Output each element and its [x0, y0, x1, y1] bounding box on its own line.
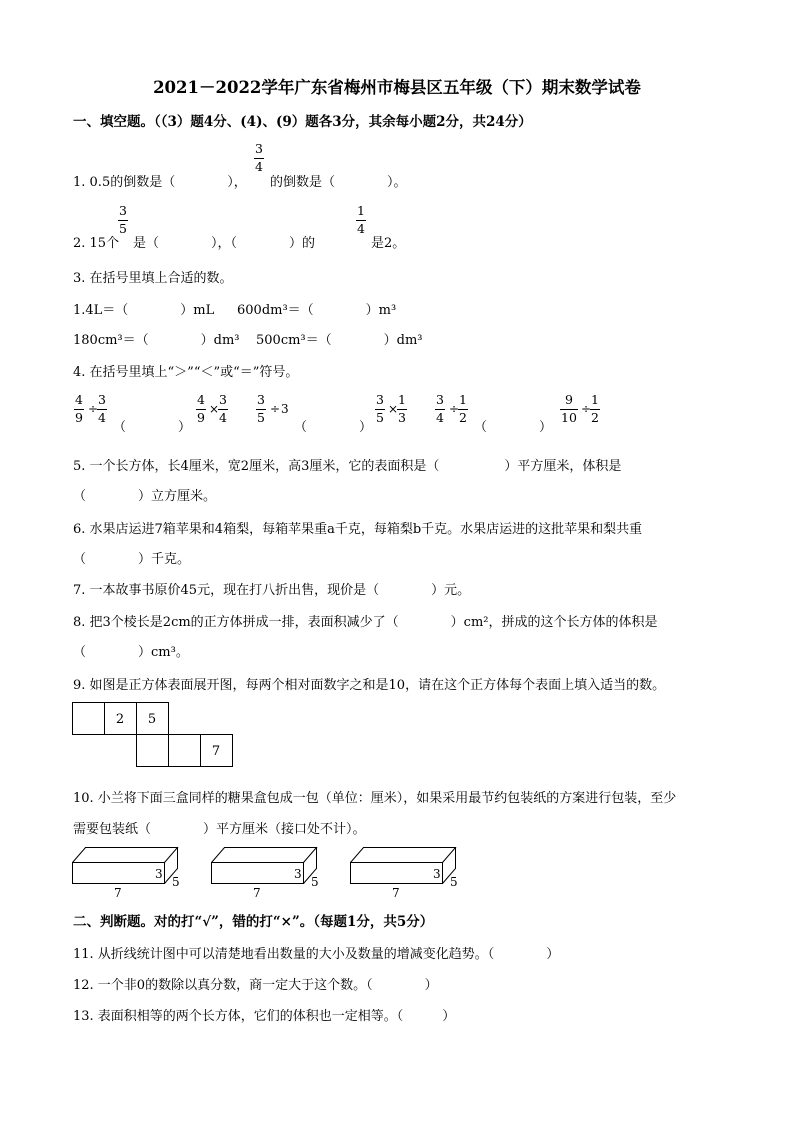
divide-sign: ÷: [88, 402, 99, 416]
net-cell-2-number: 2: [115, 712, 125, 727]
question-4: 4. 在括号里填上“＞”“＜”或“＝”符号。: [73, 365, 299, 380]
divide-sign: ÷: [449, 402, 460, 416]
cube-net-diagram: [72, 702, 242, 770]
box-3-length-label: 7: [392, 886, 400, 900]
question-5-line-1: 5. 一个长方体，长4厘米，宽2厘米，高3厘米，它的表面积是（ ）平方厘米，体积是: [73, 459, 622, 474]
question-6-line-2: （ ）千克。: [73, 552, 191, 567]
answer-blank-2: （ ）: [294, 420, 373, 435]
question-5-line-2: （ ）立方厘米。: [73, 489, 217, 504]
question-13: 13. 表面积相等的两个长方体，它们的体积也一定相等。（ ）: [73, 1009, 456, 1024]
multiply-sign: ×: [209, 402, 220, 416]
fraction-1-4: 1 4: [357, 203, 365, 236]
question-10-line-2: 需要包装纸（ ）平方厘米（接口处不计）。: [73, 822, 366, 837]
q4-fraction-b: 3 4: [98, 392, 106, 425]
question-10-line-1: 10. 小兰将下面三盒同样的糖果盒包成一包（单位：厘米），如果采用最节约包装纸的方案进行包装，至少: [73, 791, 677, 806]
number-three: 3: [281, 402, 289, 416]
candy-box-3: [348, 842, 468, 900]
fraction-3-4: 3 4: [255, 141, 263, 174]
question-7: 7. 一本故事书原价45元，现在打八折出售，现价是（ ）元。: [73, 583, 471, 598]
answer-blank-1: （ ）: [113, 420, 192, 435]
fraction-3-5: 3 5: [119, 203, 127, 236]
net-cell-3-number: 5: [147, 712, 157, 727]
net-cell-4: [137, 735, 169, 767]
q4-fraction-i: 3 4: [436, 392, 444, 425]
page-title: 2021－2022学年广东省梅州市梅县区五年级（下）期末数学试卷: [153, 78, 641, 97]
question-3: 3. 在括号里填上合适的数。: [73, 271, 233, 286]
multiply-sign: ×: [388, 402, 399, 416]
box-2-width-label: 5: [311, 875, 319, 889]
net-cell-5: [169, 735, 201, 767]
q4-fraction-c: 4 9: [197, 392, 205, 425]
q4-fraction-g: 3 5: [376, 392, 384, 425]
question-12: 12. 一个非0的数除以真分数，商一定大于这个数。（ ）: [73, 978, 438, 993]
question-11: 11. 从折线统计图中可以清楚地看出数量的大小及数量的增减变化趋势。（ ）: [73, 947, 560, 962]
question-1-part-a: 1. 0.5的倒数是（ ），: [73, 175, 247, 190]
question-2-part-c: 是2。: [371, 236, 406, 251]
question-2-part-b: 是（ ），（ ）的: [133, 236, 316, 251]
question-1-part-b: 的倒数是（ ）。: [270, 175, 407, 190]
section-1-heading: 一、填空题。（（3）题4分、(4)、(9）题各3分，其余每小题2分，共24分）: [73, 114, 532, 130]
question-3-item-3: 180cm³＝（ ）dm³: [73, 333, 240, 348]
box-3-height-label: 3: [433, 867, 441, 881]
box-1-height-label: 3: [155, 867, 163, 881]
box-2-length-label: 7: [253, 886, 261, 900]
divide-sign: ÷: [270, 402, 281, 416]
q4-fraction-k: 9 10: [561, 392, 577, 425]
question-3-item-2: 600dm³＝（ ）m³: [237, 303, 397, 318]
divide-sign: ÷: [581, 402, 592, 416]
box-2-height-label: 3: [294, 867, 302, 881]
box-1-length-label: 7: [114, 886, 122, 900]
candy-box-1: [70, 842, 190, 900]
net-cell-6-number: 7: [211, 744, 221, 759]
box-3-width-label: 5: [450, 875, 458, 889]
q4-fraction-j: 1 2: [459, 392, 467, 425]
q4-fraction-l: 1 2: [591, 392, 599, 425]
answer-blank-3: （ ）: [474, 420, 553, 435]
question-8-line-1: 8. 把3个棱长是2cm的正方体拼成一排，表面积减少了（ ）cm²，拼成的这个长方体的体积是: [73, 615, 658, 630]
question-3-item-4: 500cm³＝（ ）dm³: [256, 333, 423, 348]
net-cell-1: [73, 703, 105, 735]
q4-fraction-d: 3 4: [219, 392, 227, 425]
q4-fraction-h: 1 3: [398, 392, 406, 425]
q4-fraction-a: 4 9: [75, 392, 83, 425]
box-1-width-label: 5: [172, 875, 180, 889]
q4-fraction-e: 3 5: [257, 392, 265, 425]
candy-box-2: [209, 842, 329, 900]
section-2-heading: 二、判断题。对的打“√”，错的打“×”。（每题1分，共5分）: [73, 914, 434, 930]
question-3-item-1: 1.4L＝（ ）mL: [73, 303, 215, 318]
question-2-part-a: 2. 15个: [73, 236, 120, 251]
question-6-line-1: 6. 水果店运进7箱苹果和4箱梨，每箱苹果重a千克，每箱梨b千克。水果店运进的这批苹果和梨共重: [73, 522, 643, 537]
question-9: 9. 如图是正方体表面展开图，每两个相对面数字之和是10，请在这个正方体每个表面上填入适当的数。: [73, 678, 666, 693]
question-8-line-2: （ ）cm³。: [73, 645, 189, 660]
